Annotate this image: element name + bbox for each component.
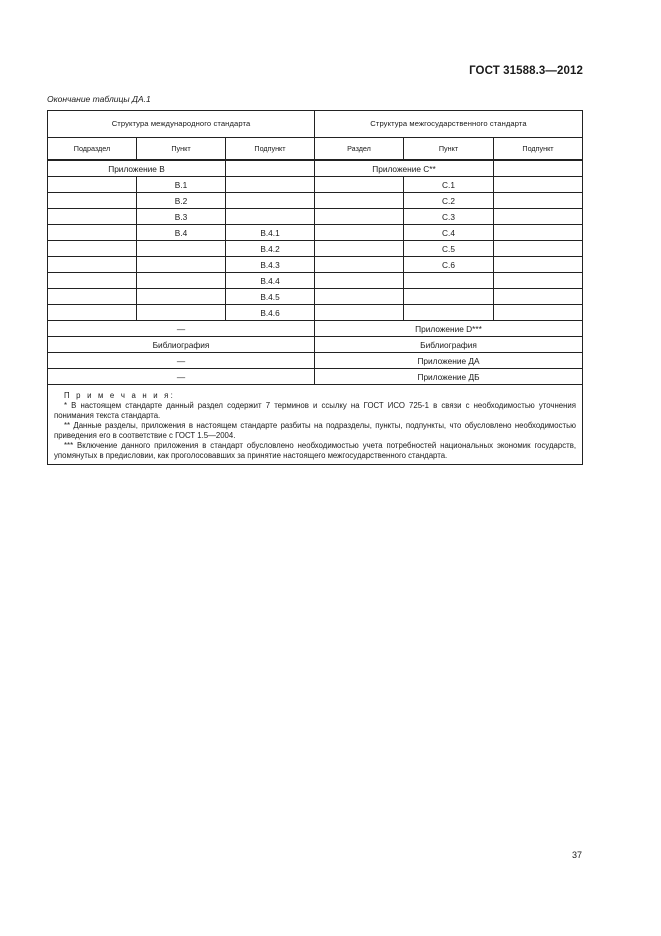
table-cell: [137, 257, 226, 273]
table-row: [48, 177, 583, 193]
table-cell: [315, 289, 404, 305]
table-cell: B.4.2: [226, 241, 315, 257]
column-header-row: [48, 138, 583, 161]
table-cell: Приложение D***: [315, 321, 583, 337]
table-cell: [48, 225, 137, 241]
table-row: [48, 160, 583, 177]
table-row: [48, 353, 583, 369]
note-item: ** Данные разделы, приложения в настоящем стандарте разбиты на подразделы, пункты, подпункты, что обусловлено необходимостью приведения его в соответствие с ГОСТ 1.5—2004.: [54, 421, 577, 440]
table-cell: B.4: [137, 225, 226, 241]
table-cell: [494, 177, 583, 193]
table-cell: [315, 273, 404, 289]
column-header: Раздел: [315, 138, 404, 161]
table-cell: [48, 305, 137, 321]
table-cell: B.4.4: [226, 273, 315, 289]
table-cell: C.2: [404, 193, 494, 209]
table-cell: B.4.5: [226, 289, 315, 305]
table-row: [48, 225, 583, 241]
table-cell: [48, 257, 137, 273]
table-cell: [494, 193, 583, 209]
page-number: 37: [571, 850, 582, 860]
international-structure-header: Структура международного стандарта: [48, 111, 315, 138]
table-cell: [494, 257, 583, 273]
table-cell: [226, 193, 315, 209]
notes-title: П р и м е ч а н и я:: [64, 391, 175, 400]
table-cell: C.5: [404, 241, 494, 257]
table-cell: Библиография: [48, 337, 315, 353]
column-header: Подпункт: [226, 138, 315, 161]
table-cell: Приложение ДБ: [315, 369, 583, 385]
table-cell: [226, 177, 315, 193]
table-cell: [315, 209, 404, 225]
table-cell: [494, 209, 583, 225]
table-cell: B.4.3: [226, 257, 315, 273]
note-item: *** Включение данного приложения в стандарт обусловлено необходимостью учета потребностей национальных экономик государств, упомянутых в предисловии, как проголосовавших за принятие настоящего межгосударственного стандарта.: [54, 441, 577, 460]
table-cell: —: [48, 321, 315, 337]
table-cell: —: [48, 369, 315, 385]
table-row: [48, 209, 583, 225]
interstate-structure-header: Структура межгосударственного стандарта: [315, 111, 583, 138]
notes-row: [48, 385, 583, 465]
table-cell: Приложение B: [48, 160, 226, 177]
table-cell: B.4.6: [226, 305, 315, 321]
notes-cell: [48, 385, 583, 465]
table-cell: [315, 225, 404, 241]
note-item: * В настоящем стандарте данный раздел содержит 7 терминов и ссылку на ГОСТ ИСО 725-1 в связи с необходимостью уточнения понимания текста стандарта.: [54, 401, 577, 420]
table-cell: [48, 193, 137, 209]
table-cell: [137, 241, 226, 257]
table-cell: [137, 289, 226, 305]
table-cell: Приложение ДА: [315, 353, 583, 369]
table-cell: [315, 177, 404, 193]
table-cell: [48, 241, 137, 257]
table-cell: [315, 305, 404, 321]
table-cell: [494, 289, 583, 305]
table-row: [48, 305, 583, 321]
table-cell: [315, 257, 404, 273]
column-header: Пункт: [137, 138, 226, 161]
table-cell: [494, 241, 583, 257]
table-cell: B.2: [137, 193, 226, 209]
table-cell: B.4.1: [226, 225, 315, 241]
table-cell: [404, 305, 494, 321]
table-cell: [494, 160, 583, 177]
table-row: [48, 257, 583, 273]
column-header: Подпункт: [494, 138, 583, 161]
table-cell: [48, 209, 137, 225]
table-cell: [48, 273, 137, 289]
group-header-row: [48, 111, 583, 138]
column-header: Пункт: [404, 138, 494, 161]
document-code: ГОСТ 31588.3—2012: [469, 65, 583, 77]
column-header: Подраздел: [48, 138, 137, 161]
table-cell: Библиография: [315, 337, 583, 353]
table-row: [48, 289, 583, 305]
table-cell: C.3: [404, 209, 494, 225]
correspondence-table: [47, 110, 583, 465]
table-cell: [494, 273, 583, 289]
table-caption: Окончание таблицы ДА.1: [47, 94, 151, 104]
table-cell: —: [48, 353, 315, 369]
table-row: [48, 369, 583, 385]
table-cell: C.6: [404, 257, 494, 273]
table-cell: C.4: [404, 225, 494, 241]
table-cell: [48, 289, 137, 305]
table-cell: [404, 289, 494, 305]
table-row: [48, 321, 583, 337]
table-cell: [315, 241, 404, 257]
table-cell: [226, 160, 315, 177]
table-cell: [494, 305, 583, 321]
table-cell: [226, 209, 315, 225]
table-cell: [315, 193, 404, 209]
table-row: [48, 241, 583, 257]
table-cell: [404, 273, 494, 289]
table-cell: B.3: [137, 209, 226, 225]
table-cell: [137, 273, 226, 289]
table-row: [48, 273, 583, 289]
table-cell: Приложение С**: [315, 160, 494, 177]
table-row: [48, 337, 583, 353]
table-cell: [137, 305, 226, 321]
table-cell: [48, 177, 137, 193]
table-cell: C.1: [404, 177, 494, 193]
table-row: [48, 193, 583, 209]
table-cell: [494, 225, 583, 241]
table-cell: B.1: [137, 177, 226, 193]
